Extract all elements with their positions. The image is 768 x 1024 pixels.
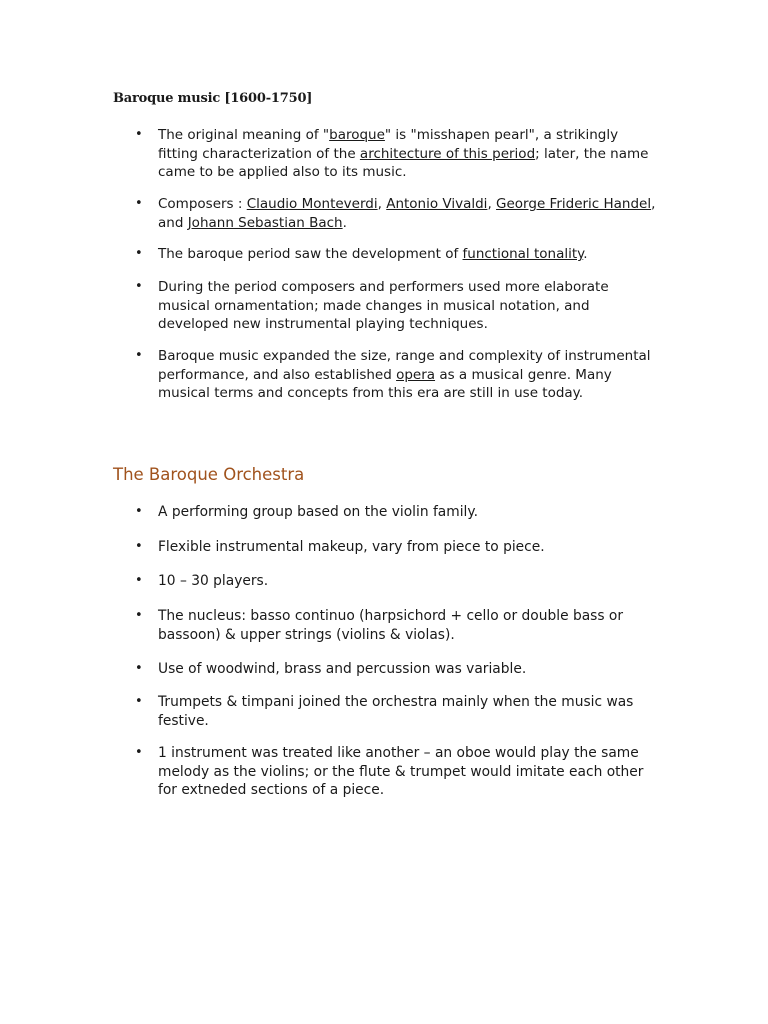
list-item [135, 278, 658, 334]
inline-link[interactable]: George Frideric Handel [496, 196, 652, 212]
inline-link[interactable]: baroque [329, 127, 385, 143]
list-item [135, 126, 658, 182]
inline-link[interactable]: architecture of this period [359, 145, 536, 162]
bullet-icon: • [135, 573, 143, 588]
bullet-icon: • [135, 745, 143, 760]
list-item-text: Baroque music expanded the size, range and complexity of instrumental performance, and also established [158, 348, 651, 383]
list-item [135, 693, 658, 730]
bullet-icon: • [135, 539, 143, 554]
section-heading-orchestra: The Baroque Orchestra [113, 465, 305, 484]
list-item-text: . [342, 214, 347, 231]
bullet-icon: • [135, 504, 143, 519]
bullet-icon: • [135, 661, 143, 676]
bullet-icon: • [135, 348, 143, 363]
list-item [135, 195, 658, 232]
list-item-text: The baroque period saw the development of [158, 246, 463, 262]
list-item-text: Use of woodwind, brass and percussion was variable. [158, 661, 527, 677]
bullet-icon: • [135, 127, 143, 142]
list-item [135, 572, 658, 591]
list-item [135, 245, 658, 264]
list-item [135, 607, 658, 644]
list-item-text: A performing group based on the violin family. [158, 504, 478, 520]
list-item-text: Flexible instrumental makeup, vary from piece to piece. [158, 539, 545, 555]
bullet-icon: • [135, 246, 143, 261]
list-item-text: The original meaning of " [158, 127, 330, 143]
bullet-icon: • [135, 279, 143, 294]
list-item-text: 1 instrument was treated like another – an oboe would play the same melody as the violins; or the flute & trumpet would imitate each other for extneded sections of a piece. [158, 745, 644, 798]
inline-link[interactable]: functional tonality [462, 246, 584, 262]
list-item-text: ; later, the name came to be applied also to its music. [158, 145, 649, 180]
list-item-text: . [583, 246, 588, 262]
inline-link[interactable]: opera [396, 366, 436, 383]
bullet-icon: • [135, 196, 143, 211]
inline-link[interactable]: Antonio Vivaldi [386, 196, 488, 212]
list-item-text: Trumpets & timpani joined the orchestra mainly when the music was festive. [158, 694, 634, 729]
list-item-text: During the period composers and performers used more elaborate musical ornamentation; made changes in musical notation, and developed new instrumental playing techniques. [158, 279, 609, 332]
list-item-text: 10 – 30 players. [158, 573, 269, 589]
list-item [135, 503, 658, 522]
list-item [135, 744, 658, 800]
list-item-text: " is "misshapen pearl", a strikingly fitting characterization of the [158, 127, 619, 162]
list-item-text: , and [158, 196, 656, 231]
bullet-icon: • [135, 694, 143, 709]
list-item-text: Composers : [158, 196, 247, 212]
list-item [135, 538, 658, 557]
bullet-icon: • [135, 608, 143, 623]
inline-link[interactable]: Claudio Monteverdi [246, 196, 378, 212]
inline-link[interactable]: Johann Sebastian Bach [187, 214, 343, 231]
list-item-text: , [377, 196, 387, 212]
list-item-text: The nucleus: basso continuo (harpsichord + cello or double bass or bassoon) & upper strings (violins & violas). [158, 608, 624, 643]
page-title: Baroque music [1600-1750] [113, 91, 313, 106]
list-item-text: , [487, 196, 497, 212]
list-item [135, 347, 658, 403]
list-item-text: as a musical genre. Many musical terms and concepts from this era are still in use today. [158, 366, 612, 401]
list-item [135, 660, 658, 679]
